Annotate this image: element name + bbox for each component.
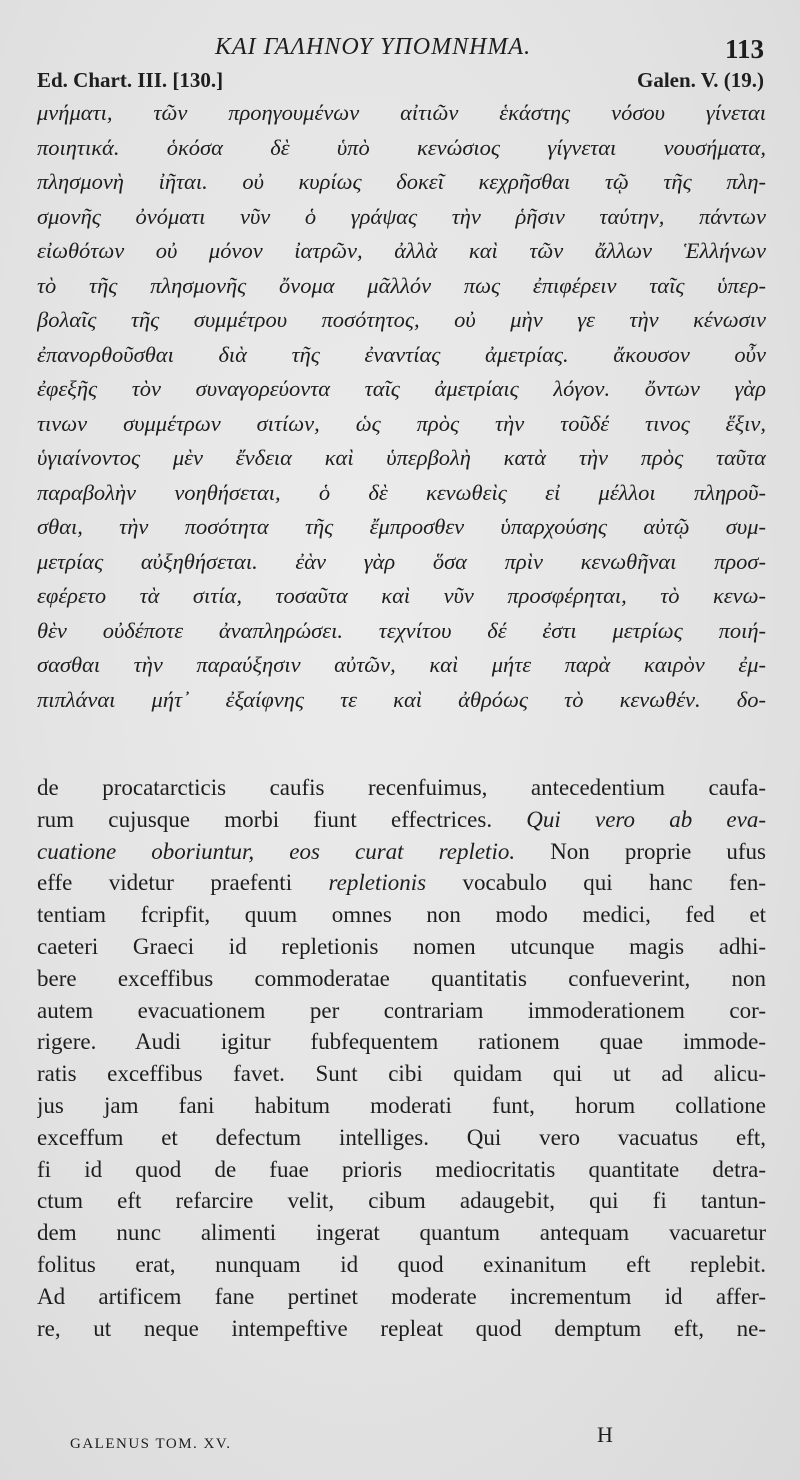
printer-signature: GALENUS TOM. XV. [70,1436,232,1452]
greek-line: ἐφεξῆς τὸν συναγορεύοντα ταῖς ἀμετρίαις λόγον. ὄντων γὰρ [37,376,766,401]
latin-line: dem nunc alimenti ingerat quantum antequam vacuaretur [37,1220,766,1246]
greek-line: πιπλάναι μήτ᾽ ἐξαίφνης τε καὶ ἀθρόως τὸ κενωθέν. δο- [37,686,766,712]
greek-line: εἰωθότων οὐ μόνον ἰατρῶν, ἀλλὰ καὶ τῶν ἄλλων Ἑλλήνων [37,238,766,263]
latin-line: ratis exceffibus favet. Sunt cibi quidam qui ut ad alicu- [37,1061,766,1087]
aphorism-italic-text: cuatione oboriuntur, eos curat repletio. [37,838,516,864]
greek-line: σμονῆς ὀνόματι νῦν ὁ γράψας τὴν ῥῆσιν ταύτην, πάντων [37,203,766,229]
kuehn-edition-ref: Galen. V. (19.) [637,68,764,92]
latin-line [37,867,766,899]
greek-line: εφέρετο τὰ σιτία, τοσαῦτα καὶ νῦν προσφέρηται, τὸ κενω- [37,583,766,608]
latin-line: bere exceffibus commoderatae quantitatis confueverint, non [37,965,766,991]
aphorism-italic-text: Qui vero ab eva- [526,806,766,832]
greek-line: βολαῖς τῆς συμμέτρου ποσότητος, οὐ μὴν γε τὴν κένωσιν [37,307,766,332]
greek-line: σασθαι τὴν παραύξησιν αὐτῶν, καὶ μήτε παρὰ καιρὸν ἐμ- [37,652,766,677]
greek-line: παραβολὴν νοηθήσεται, ὁ δὲ κενωθεὶς εἰ μέλλοι πληροῦ- [37,479,766,505]
latin-line: de procatarcticis caufis recenfuimus, antecedentium caufa- [37,775,766,800]
greek-line: μνήματι, τῶν προηγουμένων αἰτιῶν ἑκάστης νόσου γίνεται [37,100,766,125]
greek-line: ἐπανορθοῦσθαι διὰ τῆς ἐναντίας ἀμετρίας. ἄκουσον οὖν [37,341,766,367]
latin-line: Ad artificem fane pertinet moderate incrementum id affer- [37,1283,766,1309]
latin-line-text: effe videtur praefenti [37,870,293,896]
latin-line: caeteri Graeci id repletionis nomen utcunque magis adhi- [37,933,766,959]
greek-line: θὲν οὐδέποτε ἀναπληρώσει. τεχνίτου δέ ἐστι μετρίως ποιή- [37,617,766,643]
greek-line: ὑγιαίνοντος μὲν ἔνδεια καὶ ὑπερβολὴ κατὰ τὴν πρὸς ταῦτα [37,445,766,470]
greek-text-block [37,96,766,717]
chartier-edition-ref: Ed. Chart. III. [130.] [37,68,224,92]
latin-line: autem evacuationem per contrariam immoderationem cor- [37,997,766,1023]
running-head [0,30,800,66]
page-footer [0,1422,800,1462]
latin-line-text: rum cujusque morbi fiunt effectrices. [37,806,493,832]
latin-line: tentiam fcripfit, quum omnes non modo medici, fed et [37,902,766,928]
latin-line [37,804,766,836]
greek-line: μετρίας αὐξηθήσεται. ἐὰν γὰρ ὅσα πρὶν κενωθῆναι προσ- [37,548,766,574]
greek-line: τινων συμμέτρων σιτίων, ὡς πρὸς τὴν τοῦδέ τινος ἕξιν, [37,410,766,436]
latin-line-text: Non proprie ufus [550,838,766,864]
latin-line: rigere. Audi igitur fubfequentem rationem quae immode- [37,1029,766,1055]
latin-line: fi id quod de fuae prioris mediocritatis quantitate detra- [37,1156,766,1182]
sheet-mark: H [597,1422,613,1447]
latin-line: ctum eft refarcire velit, cibum adaugebit, qui fi tantun- [37,1188,766,1214]
page-number: 113 [724,34,764,64]
greek-line: σθαι, τὴν ποσότητα τῆς ἔμπροσθεν ὑπαρχούσης αὐτῷ συμ- [37,514,766,539]
greek-line: πλησμονὴ ἰῆται. οὐ κυρίως δοκεῖ κεχρῆσθαι τῷ τῆς πλη- [37,169,766,194]
latin-line [37,836,766,868]
term-italic-text: repletionis [328,870,427,896]
latin-line-text: vocabulo qui hanc fen- [462,870,766,896]
greek-line: τὸ τῆς πλησμονῆς ὄνομα μᾶλλόν πως ἐπιφέρειν ταῖς ὑπερ- [37,272,766,298]
latin-line: re, ut neque intempeftive repleat quod demptum eft, ne- [37,1315,766,1341]
latin-text-block [37,772,766,1344]
latin-line: jus jam fani habitum moderati funt, horum collatione [37,1092,766,1118]
edition-references [0,68,800,98]
greek-line: ποιητικά. ὁκόσα δὲ ὑπὸ κενώσιος γίγνεται νουσήματα, [37,134,766,160]
running-title: ΚΑΙ ΓΑΛΗΝΟΥ ΥΠΟΜΝΗΜΑ. [215,34,532,60]
latin-line: exceffum et defectum intelliges. Qui vero vacuatus eft, [37,1124,766,1150]
latin-line: folitus erat, nunquam id quod exinanitum eft replebit. [37,1251,766,1277]
